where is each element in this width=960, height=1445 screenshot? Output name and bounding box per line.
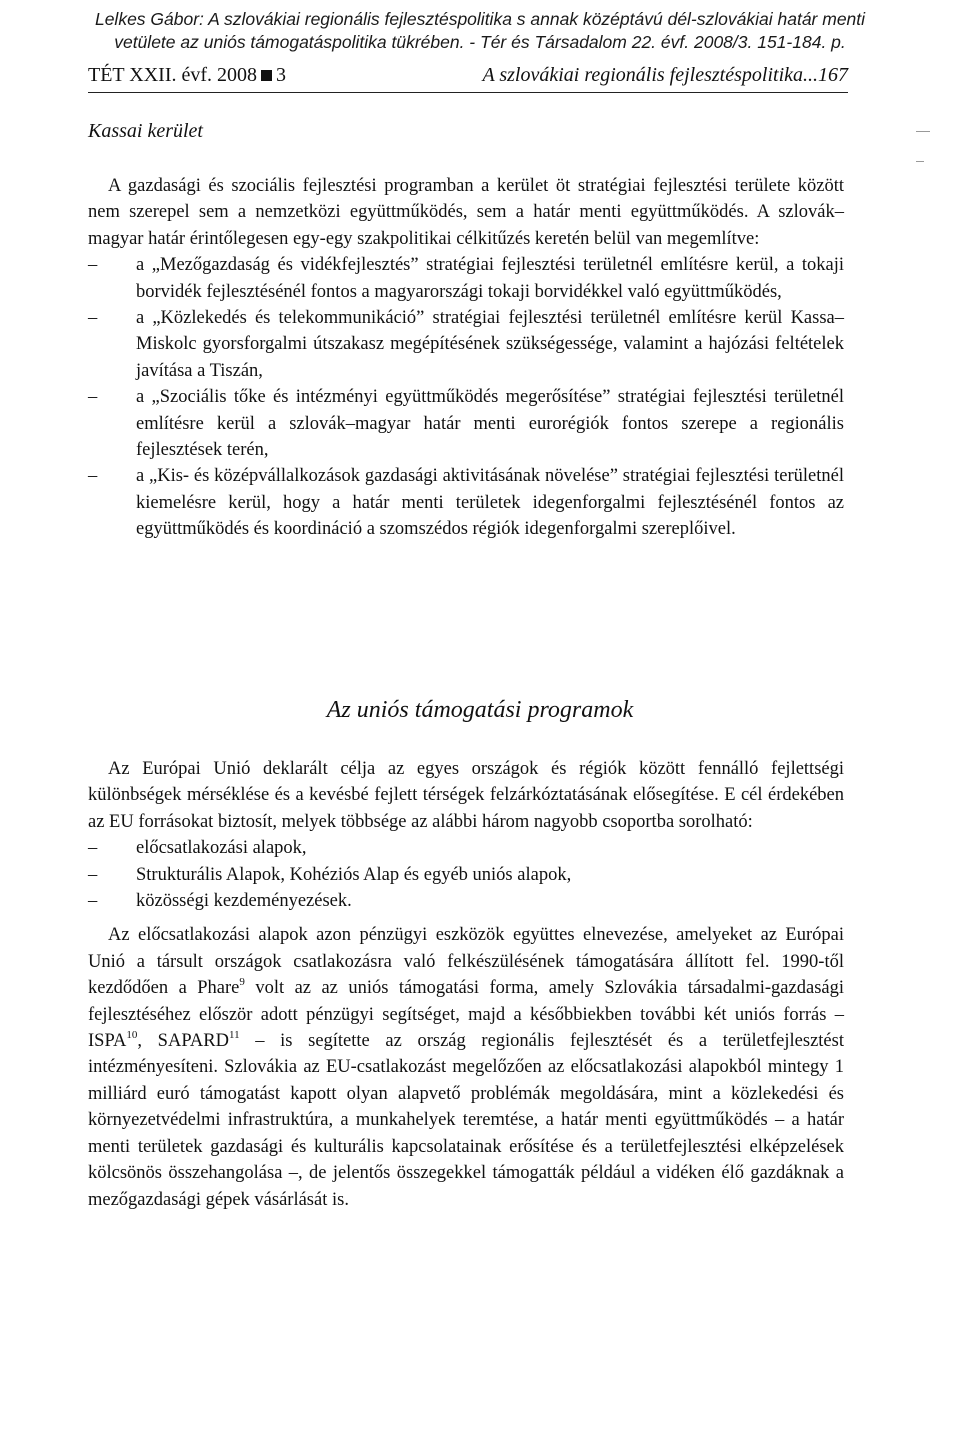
scan-mark (916, 131, 930, 132)
running-head (88, 62, 848, 93)
issue-number: 3 (276, 64, 287, 86)
list-item: – a „Szociális tőke és intézményi együttműködés megerősítése” stratégiai fejlesztési területnél említésre kerül a szlovák–magyar határ menti eurorégiók fontos szerepe a regionális fejlesztések terén, (88, 384, 844, 463)
journal-issue (88, 62, 286, 88)
fund-list (88, 835, 844, 914)
list-item: – a „Kis- és középvállalkozások gazdasági aktivitásának növelése” stratégiai fejlesztési területnél kiemelésre kerül, hogy a határ menti területek idegenforgalmi fejlesztésénél fontos az együttműködés és koordináció a szomszédos régiók idegenforgalmi szereplőivel. (88, 463, 844, 542)
paragraph-text: volt az az uniós támogatási forma, amely Szlovákia társadalmi-gazdasági fejlesztéséhez először adott pénzügyi segítséget, majd a későbbiekben további két uniós forrás – ISPA (88, 978, 844, 1052)
footnote-ref[interactable]: 10 (126, 1029, 138, 1042)
citation-line-1: Lelkes Gábor: A szlovákiai regionális fejlesztéspolitika s annak középtávú dél-szlovákiai határ menti (94, 9, 866, 29)
paragraph (88, 922, 844, 1212)
paragraph-text: , SAPARD (137, 1031, 229, 1052)
list-item: – a „Közlekedés és telekommunikáció” stratégiai fejlesztési területnél említésre kerül Kassa–Miskolc gyorsforgalmi útszakasz megépítésének szükségessége, valamint a hajózási feltételek javítása a Tiszán, (88, 305, 844, 384)
section-eu-body (88, 756, 844, 1213)
paragraph-text: – is segítette az ország regionális fejlesztését és a területfejlesztést intézményesíteni. Szlovákia az EU-csatlakozást megelőzően az előcsatlakozási alapokból mintegy 1 milliárd euró támogatást kapott olyan alapvető problémák megoldására, mint a közlekedési és környezetvédelmi infrastruktúra, a munkahelyek teremtése, a határ menti együttműködés – a határ menti területek gazdasági és kulturális kapcsolatainak erősítése és a területfejlesztési elképzelések kölcsönös összehangolása –, de jelentős összegekkel támogatták például a vidéken élő gazdáknak a mezőgazdasági gépek vásárlását is. (88, 1031, 844, 1210)
section-kassa-body (88, 173, 844, 543)
section-heading: Az uniós támogatási programok (326, 697, 634, 723)
list-item: – előcsatlakozási alapok, (88, 835, 844, 861)
list-item: – közösségi kezdeményezések. (88, 888, 844, 914)
paragraph: Az Európai Unió deklarált célja az egyes országok és régiók között fennálló fejlettségi különbségek mérséklése és a kevésbé fejlett térségek felzárkóztatásának elősegítése. E cél érdekében az EU forrásokat biztosít, melyek többsége az alábbi három nagyobb csoportba sorolható: (88, 759, 844, 832)
list-item: – a „Mezőgazdaság és vidékfejlesztés” stratégiai fejlesztési területnél említésre kerül, a tokaji borvidék fejlesztésénél fontos a magyarországi tokaji borvidékkel való együttműködés, (88, 252, 844, 305)
article-title-page: A szlovákiai regionális fejlesztéspolitika...167 (482, 64, 848, 86)
strategy-list (88, 252, 844, 542)
paragraph-text: Az előcsatlakozási alapok azon pénzügyi eszközök együttes elnevezése, amelyeket az Európai Unió a társult országok csatlakozásra való felkészülésének támogatására állított fel. 1990-től kezdődően a Phare (88, 925, 844, 999)
citation-line-2: vetülete az uniós támogatáspolitika tükrében. - Tér és Társadalom 22. évf. 2008/3. 151-184. p. (114, 32, 846, 52)
journal-issue-text: TÉT XXII. évf. 2008 (88, 64, 258, 86)
paragraph: A gazdasági és szociális fejlesztési programban a kerület öt stratégiai fejlesztési területe között nem szerepel sem a nemzetközi együttműködés, sem a határ menti együttműködés. A szlovák–magyar határ érintőlegesen egy-egy szakpolitikai célkitűzés keretén belül van megemlítve: (88, 176, 844, 249)
footnote-ref[interactable]: 9 (239, 976, 245, 989)
square-bullet-icon (261, 70, 272, 81)
list-item: – Strukturális Alapok, Kohéziós Alap és egyéb uniós alapok, (88, 862, 844, 888)
citation-header (0, 8, 960, 54)
scan-mark (916, 161, 924, 162)
subsection-heading: Kassai kerület (88, 120, 203, 142)
footnote-ref[interactable]: 11 (228, 1029, 240, 1042)
